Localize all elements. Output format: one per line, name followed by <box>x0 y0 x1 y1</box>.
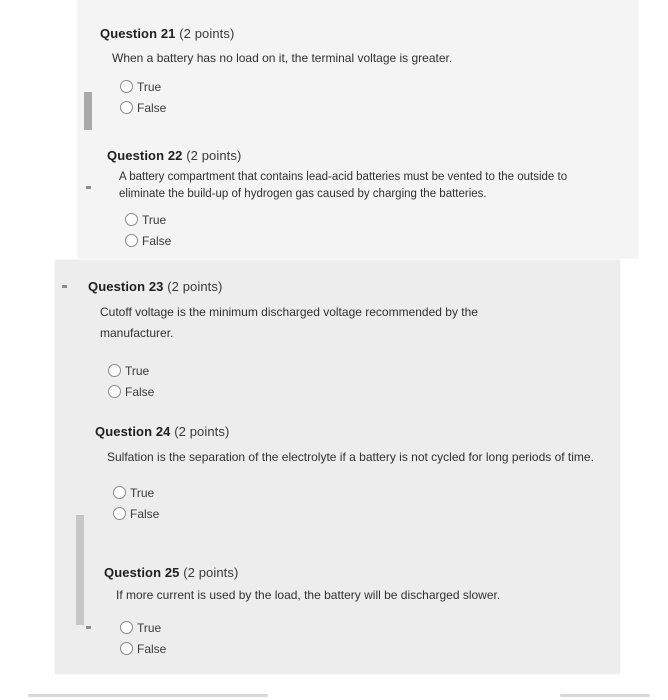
option-true[interactable] <box>108 360 608 381</box>
option-false[interactable] <box>125 230 607 251</box>
option-label: True <box>142 212 167 227</box>
question-points: (2 points) <box>179 26 235 41</box>
radio-button[interactable] <box>120 80 133 93</box>
option-label: True <box>137 79 162 94</box>
question-title <box>107 148 607 163</box>
answer-options <box>120 617 604 659</box>
bottom-edge-line <box>28 694 268 697</box>
answer-options <box>113 482 610 524</box>
radio-button[interactable] <box>120 642 133 655</box>
question-title <box>95 424 610 439</box>
option-label: False <box>137 641 167 656</box>
question-21 <box>100 26 620 118</box>
bottom-edge-line <box>560 694 650 697</box>
question-text: Cutoff voltage is the minimum discharged voltage recommended by the manufacturer. <box>100 305 478 340</box>
question-points: (2 points) <box>174 424 230 439</box>
question-text: When a battery has no load on it, the terminal voltage is greater. <box>112 51 453 65</box>
radio-button[interactable] <box>113 486 126 499</box>
question-number: Question 25 <box>104 565 180 580</box>
option-true[interactable] <box>120 76 620 97</box>
answer-options <box>120 76 620 118</box>
option-true[interactable] <box>125 209 607 230</box>
question-24 <box>95 424 610 524</box>
question-number: Question 23 <box>88 279 164 294</box>
radio-button[interactable] <box>125 234 138 247</box>
option-label: True <box>125 363 150 378</box>
option-label: False <box>125 384 155 399</box>
option-false[interactable] <box>108 381 608 402</box>
question-text: A battery compartment that contains lead-acid batteries must be vented to the outside to eliminate the build-up of hydrogen gas caused by charging the batteries. <box>119 171 568 200</box>
question-points: (2 points) <box>167 279 223 294</box>
option-false[interactable] <box>120 638 604 659</box>
radio-button[interactable] <box>120 101 133 114</box>
question-number: Question 24 <box>95 424 171 439</box>
option-label: True <box>130 485 155 500</box>
gutter-marker <box>86 626 91 629</box>
radio-button[interactable] <box>108 385 121 398</box>
question-points: (2 points) <box>183 565 239 580</box>
radio-button[interactable] <box>120 621 133 634</box>
option-label: False <box>130 506 160 521</box>
radio-button[interactable] <box>108 364 121 377</box>
radio-button[interactable] <box>113 507 126 520</box>
answer-options <box>108 360 608 402</box>
option-label: False <box>137 100 167 115</box>
gutter-marker <box>86 186 91 189</box>
left-gutter-bar <box>76 515 84 625</box>
question-23 <box>88 279 608 402</box>
option-true[interactable] <box>120 617 604 638</box>
question-title <box>88 279 608 294</box>
gutter-marker <box>62 285 67 288</box>
option-label: True <box>137 620 162 635</box>
answer-options <box>125 209 607 251</box>
question-25 <box>104 565 604 659</box>
question-title <box>100 26 620 41</box>
left-gutter-bar <box>84 92 92 130</box>
question-number: Question 22 <box>107 148 183 163</box>
question-points: (2 points) <box>186 148 242 163</box>
question-text: Sulfation is the separation of the electrolyte if a battery is not cycled for long periods of time. <box>107 450 594 464</box>
question-title <box>104 565 604 580</box>
question-number: Question 21 <box>100 26 176 41</box>
question-22 <box>107 148 607 251</box>
option-true[interactable] <box>113 482 610 503</box>
question-text: If more current is used by the load, the battery will be discharged slower. <box>116 588 501 602</box>
option-label: False <box>142 233 172 248</box>
option-false[interactable] <box>113 503 610 524</box>
radio-button[interactable] <box>125 213 138 226</box>
option-false[interactable] <box>120 97 620 118</box>
